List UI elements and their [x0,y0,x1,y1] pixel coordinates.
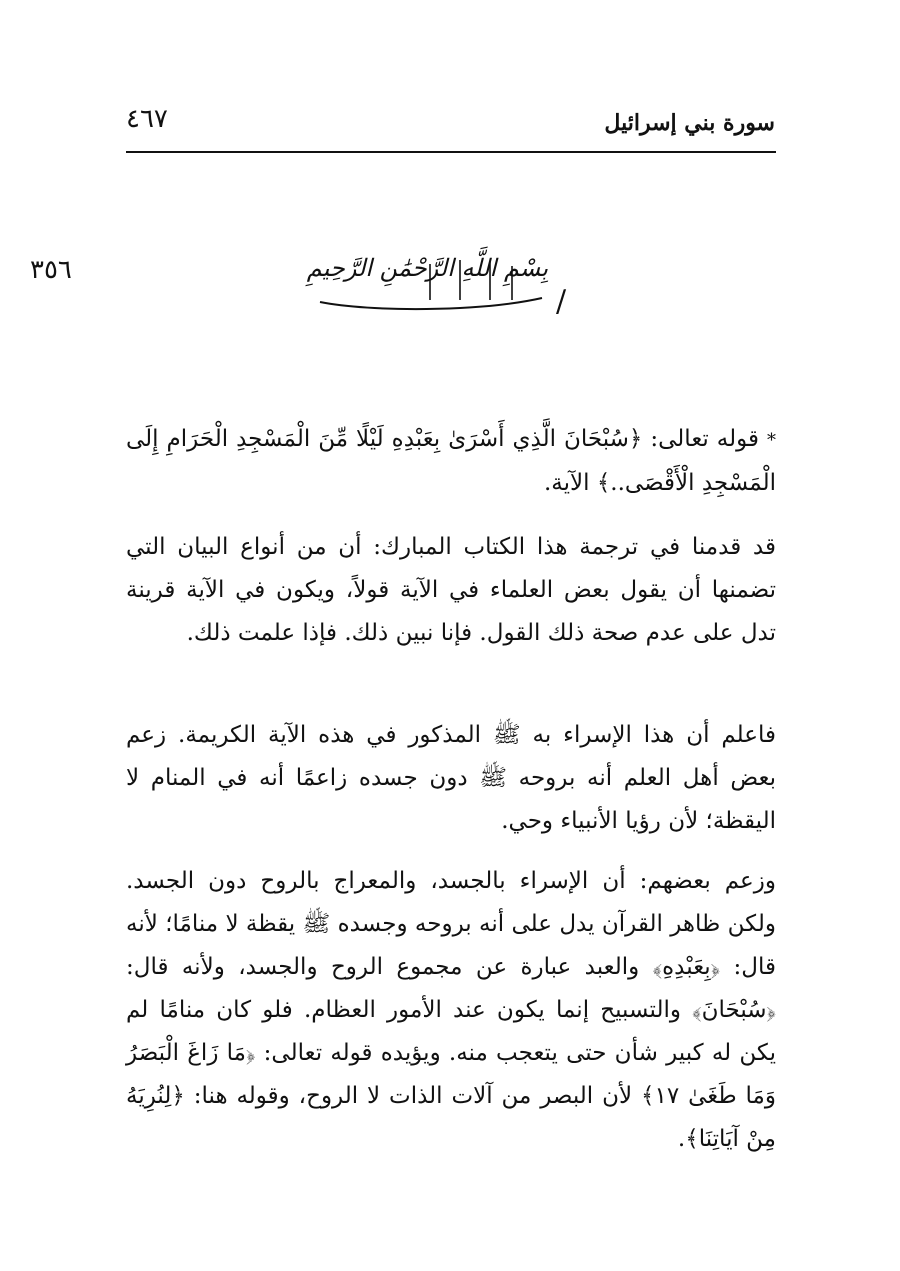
bullet-marker: * [767,430,776,451]
chapter-title: سورة بني إسرائيل [604,110,775,136]
paragraph-text: قوله تعالى: ﴿سُبْحَانَ الَّذِي أَسْرَىٰ بِعَبْدِهِ لَيْلًا مِّنَ الْمَسْجِدِ الْحَرَامِ إِلَى الْمَسْجِدِ الْأَقْصَى..﴾ الآية. [126,426,776,496]
verse-heading-paragraph [126,418,776,505]
body-paragraph [126,860,776,1161]
page-number: ٤٦٧ [126,104,168,134]
paragraph-text: وزعم بعضهم: أن الإسراء بالجسد، والمعراج بالروح دون الجسد. ولكن ظاهر القرآن يدل على أنه بروحه وجسده ﷺ يقظة لا منامًا؛ لأنه قال: ﴿بِعَبْدِهِ﴾ والعبد عبارة عن مجموع الروح والجسد، ولأنه قال: ﴿سُبْحَانَ﴾ والتسبيح إنما يكون عند الأمور العظام. فلو كان منامًا لم يكن له كبير شأن حتى يتعجب منه. ويؤيده قوله تعالى: ﴿مَا زَاغَ الْبَصَرُ وَمَا طَغَىٰ ١٧﴾ لأن البصر من آلات الذات لا الروح، وقوله هنا: ﴿لِنُرِيَهُ مِنْ آيَاتِنَا﴾. [126,868,776,1152]
basmala-text: بِسْمِ اللَّهِ الرَّحْمَٰنِ الرَّحِيمِ [306,254,548,282]
basmala-marker: / [556,284,567,319]
basmala-calligraphy [280,240,600,330]
header-divider [126,151,776,153]
paragraph-text: فاعلم أن هذا الإسراء به ﷺ المذكور في هذه الآية الكريمة. زعم بعض أهل العلم أنه بروحه ﷺ دون جسده زاعمًا أنه في المنام لا اليقظة؛ لأن رؤيا الأنبياء وحي. [126,722,776,834]
body-paragraph [126,714,776,843]
body-paragraph [126,526,776,655]
paragraph-text: قد قدمنا في ترجمة هذا الكتاب المبارك: أن من أنواع البيان التي تضمنها أن يقول بعض العلماء في الآية قولاً، ويكون في الآية قرينة تدل على عدم صحة ذلك القول. فإنا نبين ذلك. فإذا علمت ذلك. [126,534,776,646]
margin-page-marker: ٣٥٦ [30,255,72,285]
